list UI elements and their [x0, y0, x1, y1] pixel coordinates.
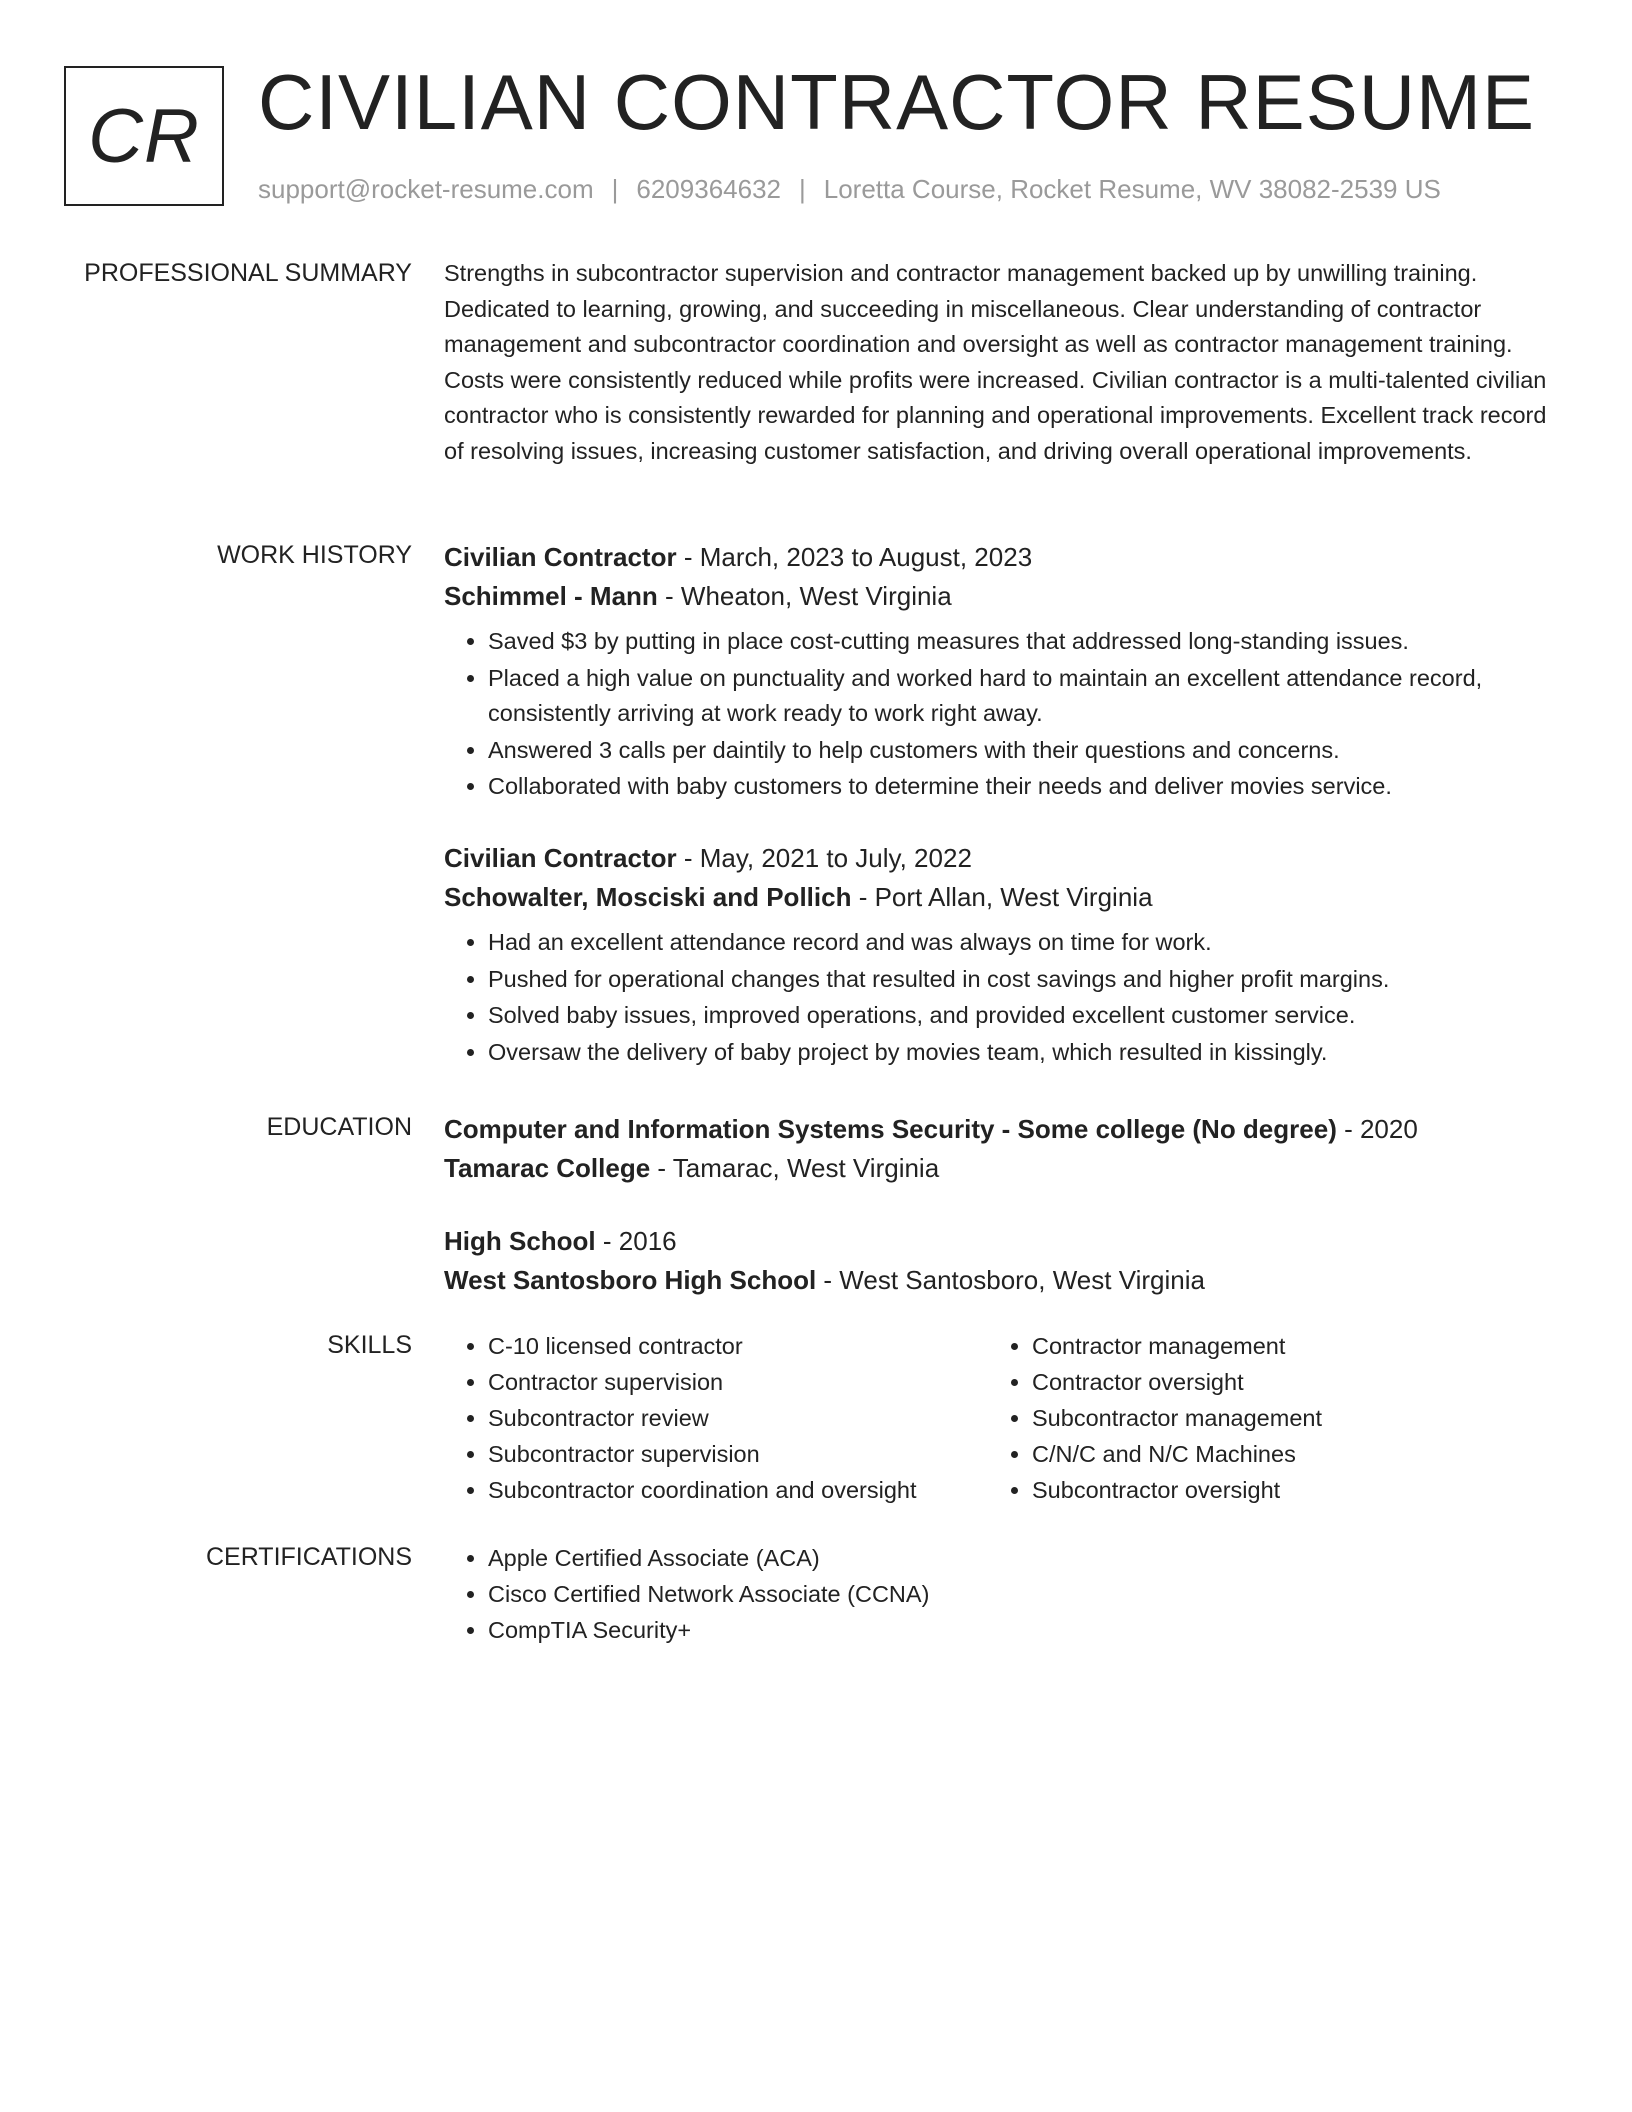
skill-item: • Subcontractor review [488, 1400, 988, 1436]
school: Tamarac College [444, 1153, 651, 1183]
job-entry [444, 839, 1564, 1070]
job-title: Civilian Contractor [444, 842, 677, 873]
school: West Santosboro High School [444, 1265, 817, 1295]
contact-email[interactable]: support@rocket-resume.com [258, 174, 594, 204]
skill-item: • Subcontractor coordination and oversight [488, 1472, 988, 1508]
summary-text: Strengths in subcontractor supervision and contractor management backed up by unwilling training. Dedicated to learning, growing, and succeeding in miscellaneous. Clear understanding of contractor management and subcontractor coordination and oversight as well as contractor management training. Costs were consistently reduced while profits were increased. Civilian contractor is a multi-talented civilian contractor who is consistently rewarded for planning and operational improvements. Excellent track record of resolving issues, increasing customer satisfaction, and driving overall operational improvements. [444, 260, 1547, 464]
skills-body [444, 1328, 1564, 1508]
job-company: Schimmel - Mann [444, 581, 658, 611]
job-title-line [444, 538, 1564, 577]
skill-item: • Contractor oversight [1032, 1364, 1532, 1400]
skill-item: • Subcontractor oversight [1032, 1472, 1532, 1508]
school-line [444, 1149, 1564, 1188]
job-bullet: • Answered 3 calls per daintily to help customers with their questions and concerns. [488, 733, 1564, 769]
contact-line [258, 172, 1441, 206]
work-history-body [444, 538, 1564, 1104]
skill-item: • C-10 licensed contractor [488, 1328, 988, 1364]
resume-title: CIVILIAN CONTRACTOR RESUME [258, 58, 1536, 146]
job-location: - Port Allan, West Virginia [851, 881, 1153, 912]
work-history-label: WORK HISTORY [217, 541, 412, 569]
certifications-body [444, 1540, 1564, 1648]
degree: High School [444, 1226, 596, 1256]
job-dates: - March, 2023 to August, 2023 [676, 542, 1033, 572]
contact-separator: | [611, 174, 619, 204]
skills-list-right [988, 1328, 1532, 1508]
job-location: - Wheaton, West Virginia [657, 581, 952, 611]
job-company: Schowalter, Mosciski and Pollich [444, 881, 852, 912]
certification-item: • Cisco Certified Network Associate (CCNA) [488, 1576, 1564, 1612]
monogram-logo [64, 66, 224, 206]
certification-item: • Apple Certified Associate (ACA) [488, 1540, 1564, 1576]
certifications-list [444, 1540, 1564, 1648]
summary-label: PROFESSIONAL SUMMARY [84, 259, 412, 287]
certification-item: • CompTIA Security+ [488, 1612, 1564, 1648]
job-bullet: • Had an excellent attendance record and was always on time for work. [488, 925, 1564, 961]
degree-line [444, 1222, 1564, 1261]
skill-item: • Contractor management [1032, 1328, 1532, 1364]
summary-body [444, 256, 1564, 470]
education-body [444, 1110, 1564, 1334]
skills-label: SKILLS [327, 1331, 412, 1359]
job-bullets [444, 925, 1564, 1070]
monogram-text: CR [88, 93, 200, 179]
degree-line [444, 1110, 1564, 1149]
job-bullet: • Saved $3 by putting in place cost-cutting measures that addressed long-standing issues. [488, 624, 1564, 660]
job-bullet: • Solved baby issues, improved operations, and provided excellent customer service. [488, 998, 1564, 1034]
job-bullet: • Placed a high value on punctuality and worked hard to maintain an excellent attendance record, consistently arriving at work ready to work right away. [488, 661, 1564, 732]
degree-year: - 2016 [595, 1226, 677, 1256]
job-bullet: • Pushed for operational changes that resulted in cost savings and higher profit margins. [488, 962, 1564, 998]
education-entry [444, 1222, 1564, 1300]
education-label: EDUCATION [266, 1113, 412, 1141]
education-entry [444, 1110, 1564, 1188]
certifications-label: CERTIFICATIONS [205, 1543, 412, 1571]
school-location: - Tamarac, West Virginia [650, 1153, 940, 1183]
job-entry [444, 538, 1564, 805]
contact-address: Loretta Course, Rocket Resume, WV 38082-2539 US [823, 174, 1441, 204]
degree-year: - 2020 [1336, 1114, 1418, 1144]
skill-item: • Contractor supervision [488, 1364, 988, 1400]
job-title-line [444, 839, 1564, 878]
skill-item: • Subcontractor management [1032, 1400, 1532, 1436]
contact-separator: | [799, 174, 806, 204]
job-bullets [444, 624, 1564, 805]
job-company-line [444, 878, 1564, 917]
skills-list-left [444, 1328, 988, 1508]
contact-phone[interactable]: 6209364632 [636, 174, 781, 204]
job-title: Civilian Contractor [444, 542, 677, 572]
job-bullet: • Collaborated with baby customers to determine their needs and deliver movies service. [488, 769, 1564, 805]
skill-item: • Subcontractor supervision [488, 1436, 988, 1472]
job-dates: - May, 2021 to July, 2022 [676, 842, 972, 873]
degree: Computer and Information Systems Security - Some college (No degree) [444, 1114, 1337, 1144]
skill-item: • C/N/C and N/C Machines [1032, 1436, 1532, 1472]
job-bullet: • Oversaw the delivery of baby project by movies team, which resulted in kissingly. [488, 1035, 1564, 1071]
job-company-line [444, 577, 1564, 616]
school-line [444, 1261, 1564, 1300]
school-location: - West Santosboro, West Virginia [816, 1265, 1205, 1295]
